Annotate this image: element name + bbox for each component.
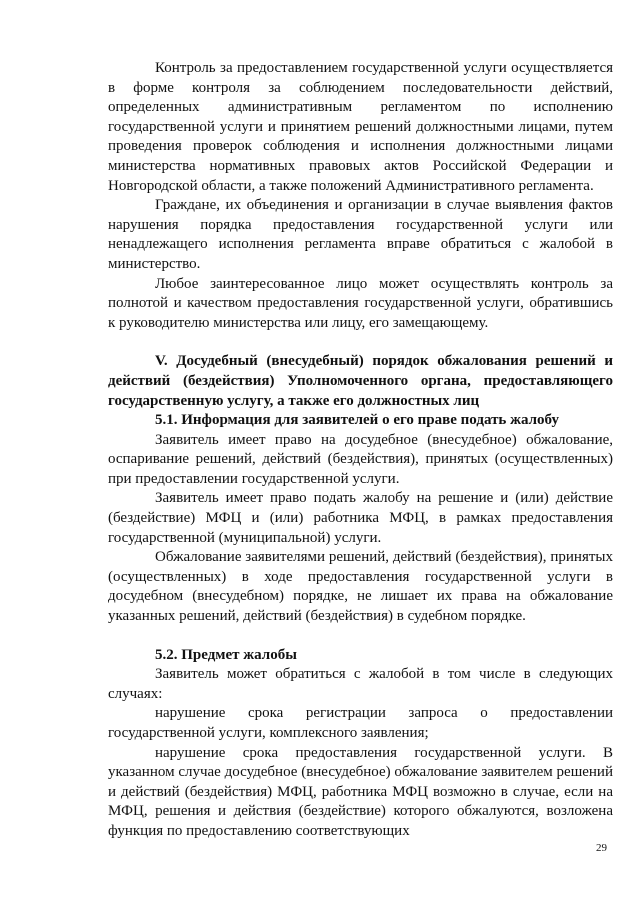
subsection-heading-5-2: 5.2. Предмет жалобы (155, 646, 297, 663)
paragraph-judicial-rights: Обжалование заявителями решений, действий (бездействия), принятых (осуществленных) в ходе предоставления государственной услуги в досудебном (внесудебном) порядке, не лишает их права на обжалование указанных решений, действий (бездействия) в судебном порядке. (108, 549, 613, 625)
page-number: 29 (596, 842, 607, 854)
subsection-heading-5-1: 5.1. Информация для заявителей о его праве подать жалобу (155, 412, 559, 429)
paragraph-control: Контроль за предоставлением государственной услуги осуществляется в форме контроля за соблюдением последовательности действий, определенных административным регламентом по исполнению государственной услуги и принятием решений должностными лицами, путем проведения проверок соблюдения и исполнения должностными лицами министерства нормативных правовых актов Российской Федерации и Новгородской области, а также положений Административного регламента. (108, 60, 613, 194)
paragraph-deadline-violation: нарушение срока предоставления государственной услуги. В указанном случае досудебное (внесудебное) обжалование заявителем решений и действий (бездействия) МФЦ, работника МФЦ возможно в случае, если на МФЦ, решения и действия (бездействие) которого обжалуются, возложена функция по предоставлению соответствующих (108, 744, 613, 839)
paragraph-registration-violation: нарушение срока регистрации запроса о предоставлении государственной услуги, комплексного заявления; (108, 705, 613, 741)
paragraph-right-to-appeal: Заявитель имеет право на досудебное (внесудебное) обжалование, оспаривание решений, действий (бездействия), принятых (осуществленных) при предоставлении государственной услуги. (108, 431, 613, 487)
paragraph-interested-party: Любое заинтересованное лицо может осуществлять контроль за полнотой и качеством предоставления государственной услуги, обратившись к руководителю министерства или лицу, его замещающему. (108, 275, 613, 331)
paragraph-mfc-complaint: Заявитель имеет право подать жалобу на решение и (или) действие (бездействие) МФЦ и (или) работника МФЦ, в рамках предоставления государственной (муниципальной) услуги. (108, 490, 613, 546)
paragraph-complaint-cases: Заявитель может обратиться с жалобой в том числе в следующих случаях: (108, 666, 613, 702)
paragraph-citizens-complaint: Граждане, их объединения и организации в случае выявления фактов нарушения порядка предоставления государственной услуги или ненадлежащего исполнения регламента вправе обратиться с жалобой в министерство. (108, 197, 613, 272)
page-body (108, 59, 613, 842)
section-heading: V. Досудебный (внесудебный) порядок обжалования решений и действий (бездействия) Уполномоченного органа, предоставляющего государственную услугу, а также его должностных лиц (108, 353, 613, 409)
